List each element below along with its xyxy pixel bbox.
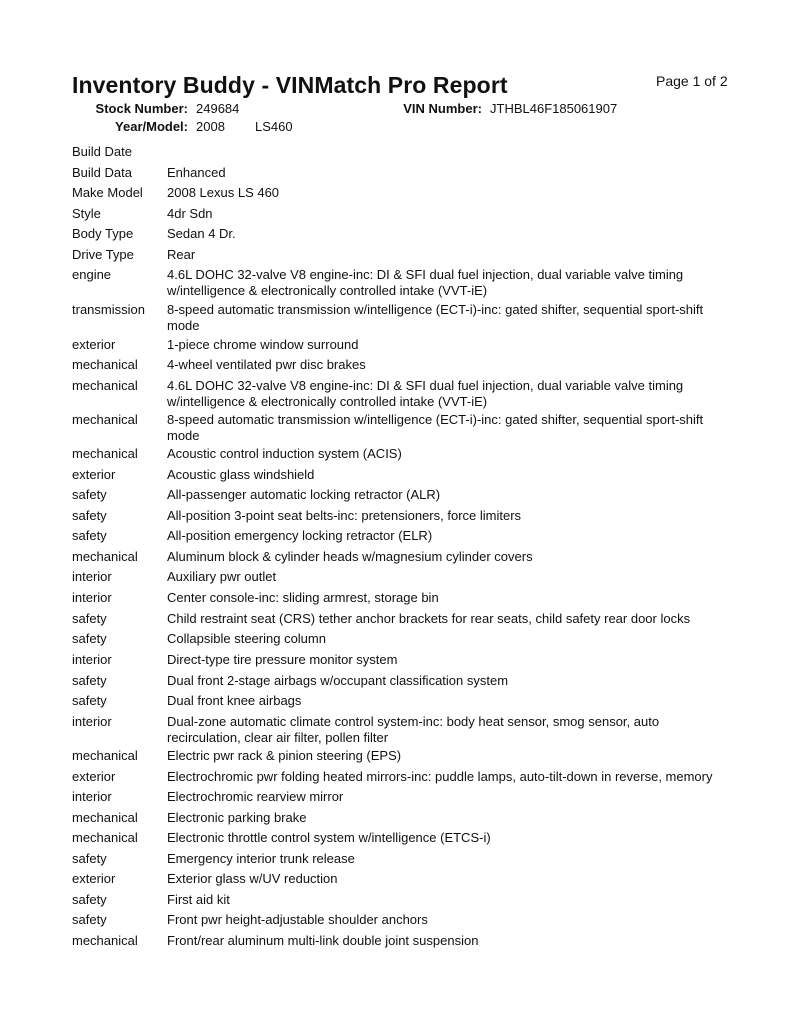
row-category: mechanical: [72, 446, 138, 461]
row-category: safety: [72, 528, 107, 543]
list-item: [72, 226, 732, 242]
row-description: Acoustic glass windshield: [167, 467, 315, 482]
row-description: 4-wheel ventilated pwr disc brakes: [167, 357, 366, 372]
list-item: [72, 830, 732, 846]
row-category: interior: [72, 789, 112, 804]
list-item: [72, 528, 732, 544]
year-value: 2008: [196, 119, 225, 134]
list-item: [72, 185, 732, 201]
stock-number-value: 249684: [196, 101, 240, 116]
row-description: Dual-zone automatic climate control system-inc: body heat sensor, smog sensor, auto recirculation, clear air filter, pollen filter: [167, 714, 660, 745]
row-category: exterior: [72, 871, 116, 886]
row-description: All-position 3-point seat belts-inc: pretensioners, force limiters: [167, 508, 522, 523]
row-category: Body Type: [72, 226, 134, 241]
row-description: Direct-type tire pressure monitor system: [167, 652, 398, 667]
list-item: [72, 337, 732, 353]
row-category: interior: [72, 714, 112, 729]
list-item: [72, 446, 732, 462]
list-item: [72, 487, 732, 503]
list-item: [72, 789, 732, 805]
row-description: [167, 144, 732, 160]
row-category: safety: [72, 892, 107, 907]
row-description: Exterior glass w/UV reduction: [167, 871, 338, 886]
row-description: Emergency interior trunk release: [167, 851, 355, 866]
row-description: 2008 Lexus LS 460: [167, 185, 280, 200]
list-item: [72, 165, 732, 181]
list-item: [72, 871, 732, 887]
list-item: [72, 247, 732, 263]
row-description: Electronic parking brake: [167, 810, 307, 825]
list-item: [72, 631, 732, 647]
year-model-label: Year/Model:: [115, 119, 188, 134]
list-item: [72, 357, 732, 373]
list-item: [72, 611, 732, 627]
row-description: Enhanced: [167, 165, 226, 180]
row-category: Build Date: [72, 144, 132, 159]
row-description: 4.6L DOHC 32-valve V8 engine-inc: DI & SFI dual fuel injection, dual variable valve timing w/intelligence & electronically controlled intake (VVT-iE): [167, 267, 684, 298]
row-category: mechanical: [72, 357, 138, 372]
row-description: First aid kit: [167, 892, 230, 907]
row-category: mechanical: [72, 933, 138, 948]
row-category: engine: [72, 267, 112, 282]
list-item: [72, 378, 732, 409]
stock-number-label: Stock Number:: [95, 101, 188, 116]
row-description: 4.6L DOHC 32-valve V8 engine-inc: DI & SFI dual fuel injection, dual variable valve timing w/intelligence & electronically controlled intake (VVT-iE): [167, 378, 684, 409]
row-category: mechanical: [72, 549, 138, 564]
row-description: Dual front 2-stage airbags w/occupant classification system: [167, 673, 509, 688]
vin-field: [0, 101, 800, 117]
row-category: mechanical: [72, 748, 138, 763]
row-description: Sedan 4 Dr.: [167, 226, 236, 241]
row-category: Make Model: [72, 185, 143, 200]
list-item: [72, 652, 732, 668]
list-item: [72, 206, 732, 222]
row-description: Electrochromic rearview mirror: [167, 789, 344, 804]
row-category: Drive Type: [72, 247, 134, 262]
year-model-field: [0, 119, 800, 135]
list-item: [72, 569, 732, 585]
row-category: mechanical: [72, 830, 138, 845]
list-item: [72, 302, 732, 333]
row-category: Build Data: [72, 165, 132, 180]
list-item: [72, 590, 732, 606]
row-description: Aluminum block & cylinder heads w/magnesium cylinder covers: [167, 549, 533, 564]
row-category: interior: [72, 652, 112, 667]
list-item: [72, 144, 732, 160]
row-description: Child restraint seat (CRS) tether anchor brackets for rear seats, child safety rear door locks: [167, 611, 691, 626]
row-category: mechanical: [72, 412, 138, 427]
row-description: Electric pwr rack & pinion steering (EPS): [167, 748, 402, 763]
list-item: [72, 267, 732, 298]
row-category: safety: [72, 487, 107, 502]
list-item: [72, 714, 732, 745]
row-category: safety: [72, 673, 107, 688]
list-item: [72, 769, 732, 785]
row-category: interior: [72, 569, 112, 584]
row-description: All-passenger automatic locking retractor (ALR): [167, 487, 441, 502]
list-item: [72, 912, 732, 928]
row-description: Dual front knee airbags: [167, 693, 302, 708]
row-description: Auxiliary pwr outlet: [167, 569, 277, 584]
list-item: [72, 508, 732, 524]
row-category: safety: [72, 508, 107, 523]
list-item: [72, 467, 732, 483]
row-category: transmission: [72, 302, 145, 317]
list-item: [72, 549, 732, 565]
row-description: 4dr Sdn: [167, 206, 213, 221]
row-category: safety: [72, 851, 107, 866]
list-item: [72, 851, 732, 867]
row-description: Acoustic control induction system (ACIS): [167, 446, 402, 461]
row-description: 8-speed automatic transmission w/intelligence (ECT-i)-inc: gated shifter, sequential sport-shift mode: [167, 412, 704, 443]
page-number: Page 1 of 2: [656, 73, 728, 89]
row-category: exterior: [72, 769, 116, 784]
row-description: Front pwr height-adjustable shoulder anchors: [167, 912, 428, 927]
row-description: Front/rear aluminum multi-link double joint suspension: [167, 933, 479, 948]
vin-value: JTHBL46F185061907: [490, 101, 618, 116]
list-item: [72, 810, 732, 826]
model-value: LS460: [255, 119, 293, 134]
list-item: [72, 748, 732, 764]
row-category: Style: [72, 206, 101, 221]
row-description: Rear: [167, 247, 196, 262]
row-category: safety: [72, 611, 107, 626]
list-item: [72, 892, 732, 908]
row-category: mechanical: [72, 810, 138, 825]
row-category: exterior: [72, 337, 116, 352]
row-description: Electronic throttle control system w/intelligence (ETCS-i): [167, 830, 491, 845]
row-category: exterior: [72, 467, 116, 482]
row-description: 8-speed automatic transmission w/intelligence (ECT-i)-inc: gated shifter, sequential sport-shift mode: [167, 302, 704, 333]
row-description: Center console-inc: sliding armrest, storage bin: [167, 590, 439, 605]
row-category: interior: [72, 590, 112, 605]
vin-label: VIN Number:: [403, 101, 482, 116]
row-description: All-position emergency locking retractor (ELR): [167, 528, 433, 543]
row-category: mechanical: [72, 378, 138, 393]
row-category: safety: [72, 912, 107, 927]
row-description: 1-piece chrome window surround: [167, 337, 359, 352]
list-item: [72, 412, 732, 443]
list-item: [72, 693, 732, 709]
row-category: safety: [72, 631, 107, 646]
list-item: [72, 933, 732, 949]
row-category: safety: [72, 693, 107, 708]
row-description: Collapsible steering column: [167, 631, 326, 646]
row-description: Electrochromic pwr folding heated mirrors-inc: puddle lamps, auto-tilt-down in reverse, memory: [167, 769, 713, 784]
report-title: Inventory Buddy - VINMatch Pro Report: [72, 72, 508, 98]
list-item: [72, 673, 732, 689]
